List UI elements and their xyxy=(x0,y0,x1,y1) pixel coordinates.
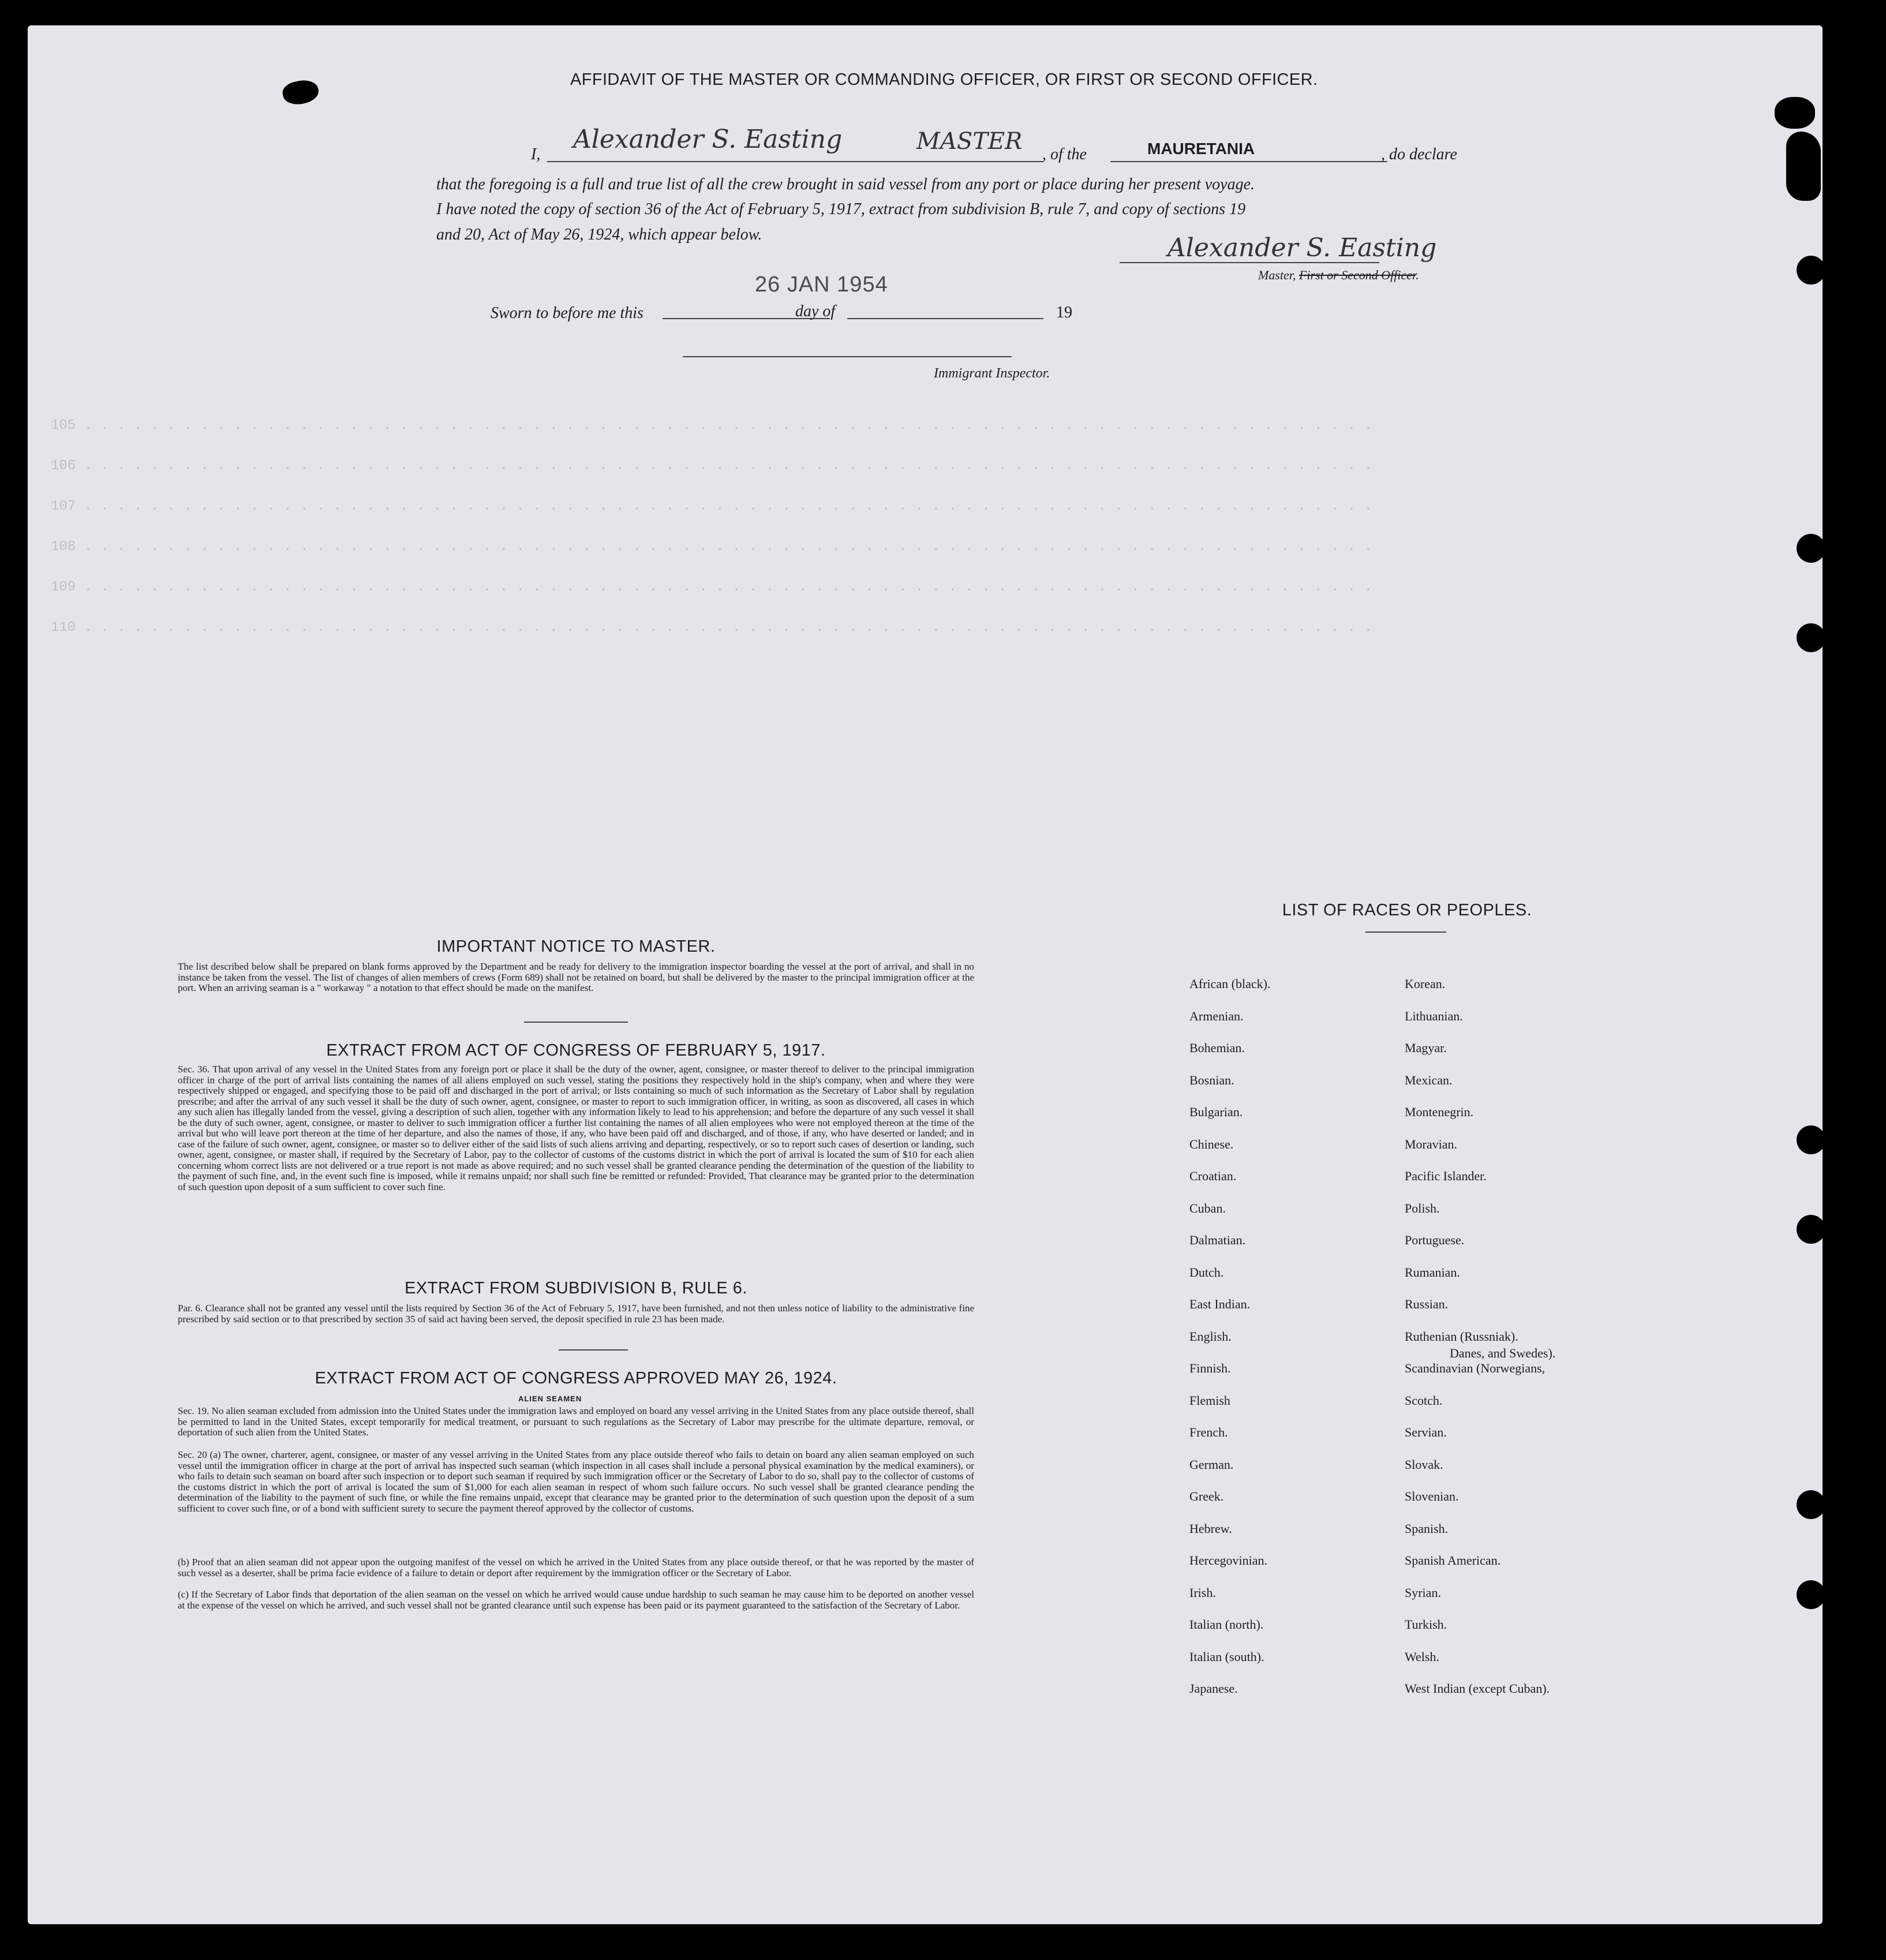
of-the-label: , of the xyxy=(1042,145,1087,163)
extract-1917-title: EXTRACT FROM ACT OF CONGRESS OF FEBRUARY 5, 1917. xyxy=(326,1041,826,1060)
date-stamp: 26 JAN 1954 xyxy=(755,272,888,297)
races-title: LIST OF RACES OR PEOPLES. xyxy=(1282,901,1532,919)
race-item: English. xyxy=(1189,1329,1232,1344)
race-item: Moravian. xyxy=(1405,1136,1458,1151)
master-name-signature: Alexander S. Easting xyxy=(573,125,843,154)
race-item: Cuban. xyxy=(1189,1200,1226,1215)
race-item: French. xyxy=(1189,1425,1228,1439)
race-item: Rumanian. xyxy=(1405,1265,1460,1280)
race-item: Slovenian. xyxy=(1405,1489,1459,1503)
race-item: Lithuanian. xyxy=(1405,1008,1463,1023)
race-item: Hebrew. xyxy=(1189,1521,1232,1536)
races-scandinavian-cont: Danes, and Swedes). xyxy=(1450,1346,1556,1360)
document-page: 105 . . . . . . . . . . . . . . . . . . . . . . . . . . . . . . . . . . . . . . . . . . . . . . . . . . . . . . . . . . . . . . . . . . . . . . . . . . . . . . 106 . . . . . . . . . . . . . . . . . . . . . . . . . . . . . . . . . . . . . . . . . . . . . . . . . . . . . . . . . . . . . . . . . . . . . . . . . . . . . . 107 . . . . . . . . . . . . . . . . . . . . . . . . . . . . . . . . . . . . . . . . . . . . . . . . . . . . . . . . . . . . . . . . . . . . . . . . . . . . . . 108 . . . . . . . . . . . . . . . . . . . . . . . . . . . . . . . . . . . . . . . . . . . . . . . . . . . . . . . . . . . . . . . . . . . . . . . . . . . . . . 109 . . . . . . . . . . . . . . . . . . . . . . . . . . . . . . . . . . . . . . . . . . . . . . . . . . . . . . . . . . . . . . . . . . . . . . . . . . . . . . 110 . . . . . . . . . . . . . . . . . . . . . . . . . . . . . . . . . . . . . . . . . . . . . . . . . . . . . . . . . . . . . . . . . . . . . . . . . . . . . . AFFIDAVIT OF THE MASTER OR COMMANDING OFFICER, OR FIRST OR SECOND OFFICER. I, Alexander S. Easting MASTER , of the MAURETANIA , do declare that the foregoing is a full and true list of all the crew brought in said vessel from any port or place during her present voyage. I have noted the copy of section 36 of the Act of February 5, 1917, extract from subdivision B, rule 7, and copy of sections 19 and 20, Act of May 26, 1924, which appear below. Alexander S. Easting Master, First or Second Officer. 26 JAN 1954 Sworn to before me this day of 19 Immigrant Inspector. IMPORTANT NOTICE TO MASTER. The list described below shall be prepared on blank forms approved by the Department and be ready for delivery to the immigration inspector boarding the vessel at the port of arrival, and shall in no instance be taken from the vessel. The list of changes of alien members of crews (Form 689) shall not be retained on board, but shall be delivered by the master to the principal immigration officer at the port. When an arriving seaman is a " workaway " a notation to that effect should be made on the manifest. EXTRACT FROM ACT OF CONGRESS OF FEBRUARY 5, 1917. Sec. 36. That upon arrival of any vessel in the United States from any foreign port or place it shall be the duty of the owner, agent, consignee, or master thereof to deliver to the principal immigration officer in charge of the port of arrival lists containing the names of all aliens employed on such vessel, stating the positions they respectively hold in the ship's company, when and where they were respectively shipped or engaged, and specifying those to be paid off and discharged in the port of arrival; or lists containing so much of such information as the Secretary of Labor shall by regulation prescribe; and after the arrival of any such vessel it shall be the duty of such owner, agent, consignee, or master to report to such immigration officer, in writing, as soon as discovered, all cases in which any such alien has illegally landed from the vessel, giving a description of such alien, together with any information likely to lead to his apprehension; and before the departure of any such vessel it shall be the duty of such owner, agent, consignee, or master to deliver to such immigration officer a further list containing the names of all alien employees who were not employed thereon at the time of the arrival but who will leave port thereon at the time of her departure, and also the names of those, if any, who have been paid off and discharged, and of those, if any, who have deserted or landed; and in case of the failure of such owner, agent, consignee, or master so to deliver either of the said lists of such aliens arriving and departing, respectively, or so to report such cases of desertion or landing, such owner, agent, consignee, or master shall, if required by the Secretary of Labor, pay to the collector of customs of the customs district in which the port of arrival is located the sum of $10 for each alien concerning whom correct lists are not delivered or a true report is not made as above required; and no such vessel shall be granted clearance pending the determination of the question of the liability to the payment of such fine, and, in the event such fine is imposed, while it remains unpaid; nor shall such fine be remitted or refunded: Provided, That clearance may be granted prior to the determination of such question upon deposit of a sum sufficient to cover such fine. EXTRACT FROM SUBDIVISION B, RULE 6. Par. 6. Clearance shall not be granted any vessel until the lists required by Section 36 of the Act of February 5, 1917, have been furnished, and not then unless notice of liability to the administrative fine prescribed by said section or to that prescribed by section 35 of said act having been served, the deposit specified in rule 23 has been made. EXTRACT FROM ACT OF CONGRESS APPROVED MAY 26, 1924. ALIEN SEAMEN Sec. 19. No alien seaman excluded from admission into the United States under the immigration laws and employed on board any vessel arriving in the United States from any place outside thereof, shall be permitted to land in the United States, except temporarily for medical treatment, or pursuant to such regulations as the Secretary of Labor may prescribe for the ultimate departure, removal, or deportation of such alien from the United States. Sec. 20 (a) The owner, charterer, agent, consignee, or master of any vessel arriving in the United States from any place outside thereof who fails to detain on board any alien seaman employed on such vessel until the immigration officer in charge at the port of arrival has inspected such seaman (which inspection in all cases shall include a personal physical examination by the medical examiners), or who fails to detain such seaman on board after such inspection or to deport such seaman if required by such immigration officer or the Secretary of Labor to do so, shall pay to the collector of customs of the customs district in which the port of arrival is located the sum of $1,000 for each alien seaman in respect of whom such failure occurs. No such vessel shall be granted clearance pending the determination of the liability to the payment of such fine, or while the fine remains unpaid, except that clearance may be granted prior to the determination of such question upon the deposit of a sum sufficient to cover such fine, or of a bond with sufficient surety to secure the payment thereof approved by the collector of customs. (b) Proof that an alien seaman did not appear upon the outgoing manifest of the vessel on which he arrived in the United States from any place outside thereof, or that he was reported by the master of such vessel as a deserter, shall be prima facie evidence of a failure to detain or deport after requirement by the immigration officer or the Secretary of Labor. (c) If the Secretary of Labor finds that deportation of the alien seaman on the vessel on which he arrived would cause undue hardship to such seaman he may cause him to be deported on another vessel at the expense of the vessel on which he arrived, and such vessel shall not be granted clearance until such expense has been paid or its payment guaranteed to the satisfaction of the Secretary of Labor. LIST OF RACES OR PEOPLES. African (black). Armenian. Bohemian. Bosnian. Bulgarian. Chinese. Croatian. Cuban. Dalmatian. Dutch. East Indian. English. Finnish. Flemish French. German. Greek. Hebrew. Hercegovinian. Irish. Italian (north). Italian (south). Japanese. Korean. Lithuanian. Magyar. Mexican. Montenegrin. Moravian. Pacific Islander. Polish. Portuguese. Rumanian. Russian. Ruthenian (Russniak). Scandinavian (Norwegians, Scotch. Servian. Slovak. Slovenian. Spanish. Spanish American. Syrian. Turkish. Welsh. West Indian (except Cuban). Danes, and Swedes). xyxy=(28,25,1823,1924)
punch-hole xyxy=(1797,1490,1825,1519)
race-item: Irish. xyxy=(1189,1585,1216,1600)
race-item: Korean. xyxy=(1405,977,1446,991)
race-item: African (black). xyxy=(1189,977,1271,991)
officer-signature: Alexander S. Easting xyxy=(1167,233,1437,263)
race-item: Chinese. xyxy=(1189,1136,1234,1151)
race-item: Italian (south). xyxy=(1189,1649,1264,1664)
race-item: Hercegovinian. xyxy=(1189,1553,1267,1568)
race-item: Montenegrin. xyxy=(1405,1105,1474,1119)
inspector-label: Immigrant Inspector. xyxy=(934,366,1050,381)
punch-hole xyxy=(1797,1215,1825,1244)
race-item: Japanese. xyxy=(1189,1681,1238,1696)
affidavit-i-label: I, xyxy=(531,145,541,163)
extract-1924-sec20c: (c) If the Secretary of Labor finds that deportation of the alien seaman on the vessel on which he arrived would cause undue hardship to such seaman he may cause him to be deported on another vessel at the expense of the vessel on which he arrived, and such vessel shall not be granted clearance until such expense has been paid or its payment guaranteed to the satisfaction of the Secretary of Labor. xyxy=(178,1589,974,1611)
race-item: Scandinavian (Norwegians, xyxy=(1405,1361,1546,1375)
race-item: Turkish. xyxy=(1405,1617,1447,1632)
race-item: Bohemian. xyxy=(1189,1041,1245,1055)
race-item: Italian (north). xyxy=(1189,1617,1264,1632)
sworn-label: Sworn to before me this xyxy=(491,304,643,322)
declaration-line-1: that the foregoing is a full and true list of all the crew brought in said vessel from any port or place during her present voyage. xyxy=(436,175,1255,193)
vessel-name: MAURETANIA xyxy=(1147,140,1255,158)
notice-title: IMPORTANT NOTICE TO MASTER. xyxy=(436,937,716,956)
notice-text: The list described below shall be prepared on blank forms approved by the Department and be ready for delivery to the immigration inspector boarding the vessel at the port of arrival, and shall in no instance be taken from the vessel. The list of changes of alien members of crews (Form 689) shall not be retained on board, but shall be delivered by the master to the principal immigration officer at the port. When an arriving seaman is a " workaway " a notation to that effect should be made on the manifest. xyxy=(178,961,974,993)
signature-role xyxy=(1258,268,1419,283)
do-declare-label: , do declare xyxy=(1381,145,1457,163)
race-item: Finnish. xyxy=(1189,1361,1231,1375)
race-item: West Indian (except Cuban). xyxy=(1405,1681,1550,1696)
extract-rule6-title: EXTRACT FROM SUBDIVISION B, RULE 6. xyxy=(405,1279,747,1297)
year-prefix: 19 xyxy=(1056,304,1072,321)
declaration-line-2: I have noted the copy of section 36 of the Act of February 5, 1917, extract from subdivision B, rule 7, and copy of sections 19 xyxy=(436,200,1246,218)
punch-hole xyxy=(1797,1125,1825,1154)
race-item: Dalmatian. xyxy=(1189,1233,1246,1247)
race-item: Scotch. xyxy=(1405,1393,1443,1408)
declaration-line-3: and 20, Act of May 26, 1924, which appear below. xyxy=(436,226,762,244)
affidavit-title: AFFIDAVIT OF THE MASTER OR COMMANDING OFFICER, OR FIRST OR SECOND OFFICER. xyxy=(570,70,1318,89)
signature-role-end: . xyxy=(1416,268,1419,282)
ink-blot xyxy=(1786,132,1821,201)
race-item: Spanish. xyxy=(1405,1521,1449,1536)
extract-1924-sec20a: Sec. 20 (a) The owner, charterer, agent, consignee, or master of any vessel arriving in the United States from any place outside thereof who fails to detain on board any alien seaman employed on such vessel until the immigration officer in charge at the port of arrival has inspected such seaman (which inspection in all cases shall include a personal physical examination by the medical examiners), or who fails to detain such seaman on board after such inspection or to deport such seaman if required by such immigration officer or the Secretary of Labor to do so, shall pay to the collector of customs of the customs district in which the port of arrival is located the sum of $1,000 for each alien seaman in respect of whom such failure occurs. No such vessel shall be granted clearance pending the determination of the liability to the payment of such fine, or while the fine remains unpaid, except that clearance may be granted prior to the determination of such question upon the deposit of a sum sufficient to cover such fine, or of a bond with sufficient surety to secure the payment thereof approved by the collector of customs. xyxy=(178,1449,974,1514)
race-item: Pacific Islander. xyxy=(1405,1169,1487,1183)
race-item: Spanish American. xyxy=(1405,1553,1501,1568)
extract-1924-title: EXTRACT FROM ACT OF CONGRESS APPROVED MAY 26, 1924. xyxy=(315,1369,837,1387)
extract-1924-sec20b: (b) Proof that an alien seaman did not appear upon the outgoing manifest of the vessel on which he arrived in the United States from any place outside thereof, or that he was reported by the master of such vessel as a deserter, shall be prima facie evidence of a failure to detain or deport after requirement by the immigration officer or the Secretary of Labor. xyxy=(178,1557,974,1579)
race-item: East Indian. xyxy=(1189,1297,1251,1311)
signature-role-struck: First or Second Officer xyxy=(1299,268,1416,282)
race-item: German. xyxy=(1189,1457,1234,1472)
race-item: Polish. xyxy=(1405,1200,1440,1215)
race-item: Syrian. xyxy=(1405,1585,1441,1600)
day-of-label: day of xyxy=(795,302,836,320)
race-item: Flemish xyxy=(1189,1393,1230,1408)
race-item: Magyar. xyxy=(1405,1041,1447,1055)
extract-1917-text: Sec. 36. That upon arrival of any vessel in the United States from any foreign port or place it shall be the duty of the owner, agent, consignee, or master thereof to deliver to the principal immigration officer in charge of the port of arrival lists containing the names of all aliens employed on such vessel, stating the positions they respectively hold in the ship's company, when and where they were respectively shipped or engaged, and specifying those to be paid off and discharged in the port of arrival; or lists containing so much of such information as the Secretary of Labor shall by regulation prescribe; and after the arrival of any such vessel it shall be the duty of such owner, agent, consignee, or master to report to such immigration officer, in writing, as soon as discovered, all cases in which any such alien has illegally landed from the vessel, giving a description of such alien, together with any information likely to lead to his apprehension; and before the departure of any such vessel it shall be the duty of such owner, agent, consignee, or master to deliver to such immigration officer a further list containing the names of all alien employees who were not employed thereon at the time of the arrival but who will leave port thereon at the time of her departure, and also the names of those, if any, who have been paid off and discharged, and of those, if any, who have deserted or landed; and in case of the failure of such owner, agent, consignee, or master so to deliver either of the said lists of such aliens arriving and departing, respectively, or so to report such cases of desertion or landing, such owner, agent, consignee, or master shall, if required by the Secretary of Labor, pay to the collector of customs of the customs district in which the port of arrival is located the sum of $10 for each alien concerning whom correct lists are not delivered or a true report is not made as above required; and no such vessel shall be granted clearance pending the determination of the question of the liability to the payment of such fine, and, in the event such fine is imposed, while it remains unpaid; nor shall such fine be remitted or refunded: Provided, That clearance may be granted prior to the determination of such question upon deposit of a sum sufficient to cover such fine. xyxy=(178,1064,974,1192)
punch-hole xyxy=(1797,623,1825,652)
signature-role-master: Master, xyxy=(1258,268,1296,282)
punch-hole xyxy=(1797,534,1825,563)
race-item: Servian. xyxy=(1405,1425,1447,1439)
extract-1924-sec19: Sec. 19. No alien seaman excluded from admission into the United States under the immigration laws and employed on board any vessel arriving in the United States from any place outside thereof, shall be permitted to land in the United States, except temporarily for medical treatment, or pursuant to such regulations as the Secretary of Labor may prescribe for the ultimate departure, removal, or deportation of such alien from the United States. xyxy=(178,1405,974,1438)
punch-hole xyxy=(1797,256,1825,285)
race-item: Mexican. xyxy=(1405,1072,1453,1087)
race-item: Portuguese. xyxy=(1405,1233,1465,1247)
race-item: Bosnian. xyxy=(1189,1072,1234,1087)
ink-blot xyxy=(1775,97,1815,129)
race-item: Slovak. xyxy=(1405,1457,1443,1472)
extract-rule6-text: Par. 6. Clearance shall not be granted any vessel until the lists required by Section 36 of the Act of February 5, 1917, have been furnished, and not then unless notice of liability to the administrative fine prescribed by said section or to that prescribed by section 35 of said act having been served, the deposit specified in rule 23 has been made. xyxy=(178,1303,974,1325)
race-item: Croatian. xyxy=(1189,1169,1237,1183)
extract-1924-subtitle: ALIEN SEAMEN xyxy=(518,1394,582,1403)
punch-hole xyxy=(1797,1580,1825,1609)
race-item: Ruthenian (Russniak). xyxy=(1405,1329,1518,1344)
race-item: Bulgarian. xyxy=(1189,1105,1243,1119)
race-item: Welsh. xyxy=(1405,1649,1439,1664)
race-item: Armenian. xyxy=(1189,1008,1244,1023)
rank-handwritten: MASTER xyxy=(916,128,1023,155)
race-item: Greek. xyxy=(1189,1489,1224,1503)
race-item: Dutch. xyxy=(1189,1265,1224,1280)
race-item: Russian. xyxy=(1405,1297,1449,1311)
